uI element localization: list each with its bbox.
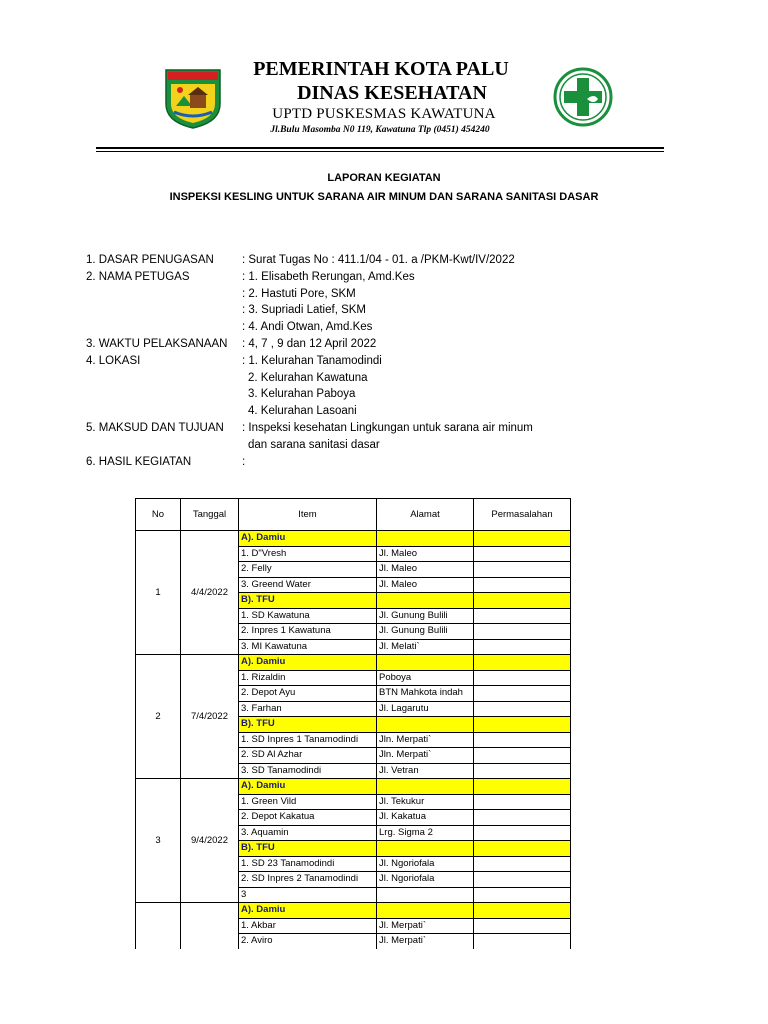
cell-problem [474, 670, 571, 686]
cell-address [377, 887, 474, 903]
cell-address: Jl. Maleo [377, 562, 474, 578]
cell-problem [474, 732, 571, 748]
cell-address: Jl. Melati` [377, 639, 474, 655]
cell-address: Jl. Maleo [377, 577, 474, 593]
info-value: : 1. Kelurahan Tanamodindi [242, 354, 382, 367]
cell-item: 2. Aviro [239, 934, 377, 950]
cell-address: Jln. Merpati` [377, 732, 474, 748]
cell-problem [474, 779, 571, 795]
cell-address: Lrg. Sigma 2 [377, 825, 474, 841]
cell-problem [474, 639, 571, 655]
info-label: 4. LOKASI [86, 354, 141, 367]
column-header-problem: Permasalahan [474, 499, 571, 531]
cell-address: Poboya [377, 670, 474, 686]
info-row [86, 439, 686, 456]
info-row [86, 422, 686, 439]
cell-problem [474, 546, 571, 562]
cell-address: Jln. Merpati` [377, 748, 474, 764]
cell-problem [474, 562, 571, 578]
cell-address [377, 655, 474, 671]
cell-problem [474, 608, 571, 624]
cell-address: Jl. Gunung Bulili [377, 624, 474, 640]
column-header-item: Item [239, 499, 377, 531]
cell-problem [474, 763, 571, 779]
cell-item: 2. Depot Kakatua [239, 810, 377, 826]
report-subtitle: INSPEKSI KESLING UNTUK SARANA AIR MINUM DAN SARANA SANITASI DASAR [169, 191, 599, 203]
info-row [86, 288, 686, 305]
cell-problem [474, 593, 571, 609]
table-section-row [136, 531, 571, 547]
cell-problem [474, 856, 571, 872]
cell-address: Jl. Gunung Bulili [377, 608, 474, 624]
cell-item: 1. Green Vild [239, 794, 377, 810]
letterhead-rule-thin [96, 151, 664, 152]
info-row [86, 338, 686, 355]
cell-problem [474, 577, 571, 593]
column-header-no: No [136, 499, 181, 531]
info-row [86, 304, 686, 321]
cell-problem [474, 655, 571, 671]
cell-section-label: B). TFU [239, 841, 377, 857]
cell-item: 1. SD 23 Tanamodindi [239, 856, 377, 872]
info-value: dan sarana sanitasi dasar [248, 438, 380, 451]
info-value: 3. Kelurahan Paboya [248, 388, 356, 401]
cell-date: 4/4/2022 [181, 531, 239, 655]
cell-date: 9/4/2022 [181, 779, 239, 903]
info-value: 4. Kelurahan Lasoani [248, 405, 357, 418]
info-value: : 4. Andi Otwan, Amd.Kes [242, 321, 373, 334]
cell-problem [474, 810, 571, 826]
cell-section-label: A). Damiu [239, 655, 377, 671]
info-value: : Surat Tugas No : 411.1/04 - 01. a /PKM-Kwt/IV/2022 [242, 254, 515, 266]
cell-address [377, 531, 474, 547]
cell-item: 2. Depot Ayu [239, 686, 377, 702]
info-value: : [242, 455, 246, 468]
cell-section-label: B). TFU [239, 593, 377, 609]
cell-problem [474, 872, 571, 888]
cell-no: 2 [136, 655, 181, 779]
cell-section-label: A). Damiu [239, 531, 377, 547]
cell-item: 1. Akbar [239, 918, 377, 934]
cell-item: 3 [239, 887, 377, 903]
info-value: : 4, 7 , 9 dan 12 April 2022 [242, 337, 377, 350]
cell-problem [474, 918, 571, 934]
cell-problem [474, 825, 571, 841]
info-label: 2. NAMA PETUGAS [86, 270, 190, 283]
cell-problem [474, 701, 571, 717]
info-row [86, 372, 686, 389]
cell-item: 2. Inpres 1 Kawatuna [239, 624, 377, 640]
cell-problem [474, 794, 571, 810]
info-value: : 3. Supriadi Latief, SKM [242, 304, 367, 317]
cell-no: 3 [136, 779, 181, 903]
table-header-row [136, 499, 571, 531]
cell-problem [474, 624, 571, 640]
info-value: : 2. Hastuti Pore, SKM [242, 287, 356, 300]
info-value: : 1. Elisabeth Rerungan, Amd.Kes [242, 270, 415, 283]
cell-address [377, 717, 474, 733]
cell-item: 2. SD Inpres 2 Tanamodindi [239, 872, 377, 888]
letterhead-rule [96, 147, 664, 149]
report-title: LAPORAN KEGIATAN [327, 172, 441, 184]
cell-item: 3. Greend Water [239, 577, 377, 593]
cell-problem [474, 748, 571, 764]
info-row [86, 456, 686, 473]
info-row [86, 271, 686, 288]
info-label: 6. HASIL KEGIATAN [86, 455, 192, 468]
table-section-row [136, 779, 571, 795]
unit-name: UPTD PUSKESMAS KAWATUNA [272, 106, 496, 122]
cell-address [377, 841, 474, 857]
cell-problem [474, 686, 571, 702]
page-bottom-margin [0, 949, 768, 1024]
letterhead-address: Jl.Bulu Masomba N0 119, Kawatuna Tlp (0451) 454240 [270, 125, 490, 135]
info-row [86, 321, 686, 338]
cell-section-label: B). TFU [239, 717, 377, 733]
info-value: : Inspeksi kesehatan Lingkungan untuk sarana air minum [242, 421, 533, 434]
info-row [86, 254, 686, 271]
info-label: 5. MAKSUD DAN TUJUAN [86, 421, 224, 434]
cell-address [377, 593, 474, 609]
letterhead [0, 0, 768, 160]
cell-item: 2. SD Al Azhar [239, 748, 377, 764]
cell-address [377, 779, 474, 795]
cell-problem [474, 531, 571, 547]
cell-no: 1 [136, 531, 181, 655]
table-section-row [136, 655, 571, 671]
cell-address: Jl. Ngoriofala [377, 856, 474, 872]
column-header-address: Alamat [377, 499, 474, 531]
cell-address: Jl. Merpati` [377, 918, 474, 934]
cell-problem [474, 903, 571, 919]
info-row [86, 405, 686, 422]
cell-problem [474, 717, 571, 733]
cell-section-label: A). Damiu [239, 903, 377, 919]
cell-address [377, 903, 474, 919]
activity-table [135, 498, 571, 950]
cell-address: Jl. Ngoriofala [377, 872, 474, 888]
column-header-date: Tanggal [181, 499, 239, 531]
cell-item: 3. Farhan [239, 701, 377, 717]
info-row [86, 388, 686, 405]
cell-date: 7/4/2022 [181, 655, 239, 779]
table-section-row [136, 903, 571, 919]
cell-item: 1. Rizaldin [239, 670, 377, 686]
cell-problem [474, 841, 571, 857]
cell-address: Jl. Tekukur [377, 794, 474, 810]
cell-item: 2. Felly [239, 562, 377, 578]
cell-item: 1. D"Vresh [239, 546, 377, 562]
cell-address: Jl. Vetran [377, 763, 474, 779]
info-row [86, 355, 686, 372]
government-name: PEMERINTAH KOTA PALU [253, 58, 509, 80]
cell-date [181, 903, 239, 950]
cell-no [136, 903, 181, 950]
cell-address: Jl. Maleo [377, 546, 474, 562]
cell-item: 3. Aquamin [239, 825, 377, 841]
cell-address: Jl. Lagarutu [377, 701, 474, 717]
cell-section-label: A). Damiu [239, 779, 377, 795]
cell-address: BTN Mahkota indah [377, 686, 474, 702]
info-value: 2. Kelurahan Kawatuna [248, 371, 368, 384]
cell-problem [474, 934, 571, 950]
health-ministry-logo-icon [552, 66, 614, 128]
cell-address: Jl. Merpati` [377, 934, 474, 950]
cell-item: 1. SD Inpres 1 Tanamodindi [239, 732, 377, 748]
cell-problem [474, 887, 571, 903]
department-name: DINAS KESEHATAN [297, 82, 487, 104]
cell-item: 3. SD Tanamodindi [239, 763, 377, 779]
cell-item: 3. MI Kawatuna [239, 639, 377, 655]
report-info-section [86, 254, 686, 472]
info-label: 3. WAKTU PELAKSANAAN [86, 337, 228, 350]
cell-address: Jl. Kakatua [377, 810, 474, 826]
info-label: 1. DASAR PENUGASAN [86, 254, 214, 266]
cell-item: 1. SD Kawatuna [239, 608, 377, 624]
